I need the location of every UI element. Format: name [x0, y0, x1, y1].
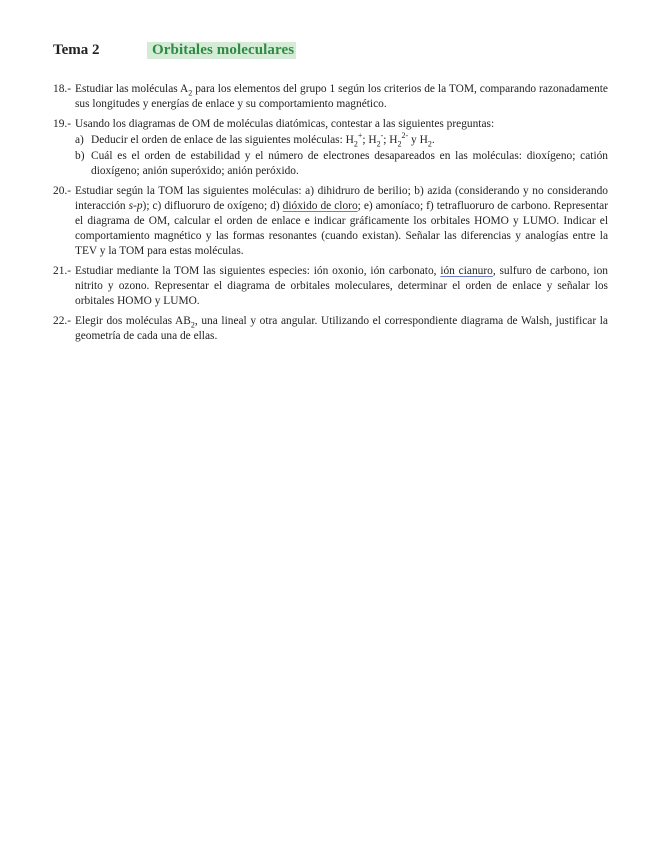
question-text: para los elementos del grupo 1 según los criterios de la TOM, comparando razonadamente sus longitudes y energías de enlace y su comportamiento magnético.: [75, 83, 608, 110]
separator: ; H: [362, 134, 377, 146]
superscript: 2-: [401, 131, 409, 141]
question-list: [53, 82, 608, 349]
question-number: 19.-: [53, 118, 72, 130]
subscript: 2: [376, 139, 381, 149]
question-21: [53, 264, 608, 309]
superscript: +: [357, 131, 363, 141]
question-number: 22.-: [53, 315, 72, 327]
question-text: Usando los diagramas de OM de moléculas diatómicas, contestar a las siguientes preguntas:: [75, 118, 495, 130]
question-22: [53, 314, 608, 344]
superscript: -: [380, 131, 384, 141]
question-number: 18.-: [53, 83, 72, 95]
italic-term: s-p: [128, 200, 143, 212]
underlined-term: ión cianuro: [440, 265, 493, 277]
topic-number: Tema 2: [53, 42, 100, 58]
question-text: , sulfuro de carbono, ion nitrito y ozono. Representar el diagrama de orbitales moleculares, determinar el orden de enlace y señalar los orbitales HOMO y LUMO.: [75, 265, 608, 307]
question-text: Estudiar las moléculas A: [75, 83, 189, 95]
sub-question-b: [75, 149, 608, 179]
subscript: 2: [427, 139, 432, 149]
separator: .: [431, 134, 435, 146]
question-20: [53, 184, 608, 259]
separator: y H: [408, 134, 428, 146]
separator: ; H: [383, 134, 398, 146]
question-19: [53, 117, 608, 179]
subscript: 2: [190, 320, 195, 330]
question-text: ); c) difluoruro de oxígeno; d): [142, 200, 283, 212]
question-text: Elegir dos moléculas AB: [75, 315, 191, 327]
question-text: Estudiar mediante la TOM las siguientes especies: ión oxonio, ión carbonato,: [75, 265, 441, 277]
subscript: 2: [188, 88, 193, 98]
sub-text: Cuál es el orden de estabilidad y el número de electrones desapareados en las moléculas: dioxígeno; catión dioxígeno; anión superóxido; anión peróxido.: [91, 150, 608, 177]
sub-label: b): [75, 150, 85, 162]
question-text: , una lineal y otra angular. Utilizando el correspondiente diagrama de Walsh, justificar la geometría de cada una de ellas.: [75, 315, 608, 342]
underlined-term: dióxido de cloro: [282, 200, 358, 212]
sub-text: Deducir el orden de enlace de las siguientes moléculas: H: [91, 134, 354, 146]
sub-label: a): [75, 134, 84, 146]
subscript: 2: [397, 139, 402, 149]
page-title: Orbitales moleculares: [147, 42, 296, 59]
question-text: Estudiar según la TOM las siguientes moléculas: a) dihidruro de berilio; b) azida (considerando y no considerando interacción: [75, 185, 608, 212]
question-number: 21.-: [53, 265, 72, 277]
subscript: 2: [353, 139, 358, 149]
question-number: 20.-: [53, 185, 72, 197]
sub-question-a: [75, 133, 608, 148]
question-text: ; e) amoníaco; f) tetrafluoruro de carbono. Representar el diagrama de OM, calcular el orden de enlace e indicar gráficamente los orbitales HOMO y LUMO. Indicar el comportamiento magnético y las formas resonantes (cuando existan). Señalar las diferencias y analogías entre la TEV y la TOM para estas moléculas.: [75, 200, 608, 257]
question-18: [53, 82, 608, 112]
